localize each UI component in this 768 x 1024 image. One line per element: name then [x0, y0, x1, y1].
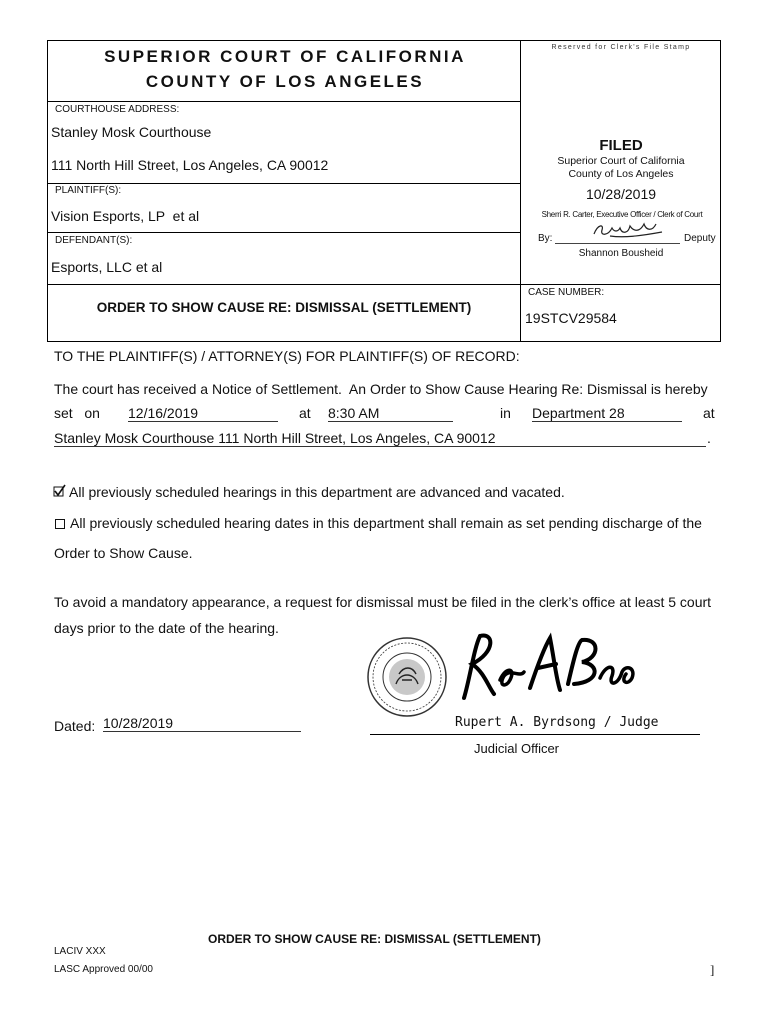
dismissal-instruction-line1: To avoid a mandatory appearance, a request for dismissal must be filed in the clerk’s office at least 5 court [54, 594, 712, 610]
deputy-signature [590, 218, 670, 242]
header-border-left [47, 40, 48, 342]
footer-page-mark: ] [710, 962, 715, 977]
defendant-label: DEFENDANT(S): [55, 235, 133, 246]
stamp-county: County of Los Angeles [568, 168, 674, 180]
stamp-date: 10/28/2019 [585, 186, 657, 202]
hearing-date: 12/16/2019 [128, 405, 278, 422]
option-remain-as-set-line2: Order to Show Cause. [54, 545, 193, 561]
in-label: in [500, 405, 511, 421]
judge-signature-line [370, 734, 700, 735]
divider-below-plaintiff [47, 232, 521, 233]
header-border-top [47, 40, 721, 41]
divider-below-courthouse [47, 183, 521, 184]
department: Department 28 [532, 405, 682, 422]
stamp-court: Superior Court of California [557, 155, 685, 167]
stamp-deputy-name: Shannon Bousheid [578, 248, 664, 259]
order-title: ORDER TO SHOW CAUSE RE: DISMISSAL (SETTLEMENT) [96, 300, 472, 315]
checkmark-icon [53, 484, 67, 497]
at-label-1: at [299, 405, 311, 421]
paragraph-notice: The court has received a Notice of Settlement. An Order to Show Cause Hearing Re: Dismissal is hereby [54, 381, 708, 397]
divider-below-title [47, 101, 521, 102]
checkbox-remain-as-set[interactable] [55, 519, 65, 529]
option-advanced-vacated: All previously scheduled hearings in this department are advanced and vacated. [69, 484, 565, 500]
clerk-stamp-label: Reserved for Clerk's File Stamp [551, 44, 691, 51]
case-number-label: CASE NUMBER: [528, 287, 605, 298]
footer-form-id: LACIV XXX [54, 946, 106, 957]
footer-title: ORDER TO SHOW CAUSE RE: DISMISSAL (SETTLEMENT) [208, 932, 541, 946]
stamp-filed: FILED [599, 137, 643, 154]
stamp-by-underline [555, 243, 680, 244]
court-title-line2: COUNTY OF LOS ANGELES [145, 72, 425, 91]
stamp-clerk-line: Sherri R. Carter, Executive Officer / Clerk of Court [541, 210, 703, 219]
plaintiff-value: Vision Esports, LP et al [51, 208, 200, 224]
case-number-value: 19STCV29584 [525, 310, 617, 326]
set-on-label: set on [54, 405, 100, 421]
hearing-time: 8:30 AM [328, 405, 453, 422]
courthouse-label: COURTHOUSE ADDRESS: [55, 104, 180, 115]
court-seal-icon [366, 636, 448, 718]
stamp-deputy: Deputy [684, 233, 716, 244]
dismissal-instruction-line2: days prior to the date of the hearing. [54, 620, 279, 636]
courthouse-address: 111 North Hill Street, Los Angeles, CA 90012 [51, 157, 329, 173]
defendant-value: Esports, LLC et al [51, 259, 163, 275]
divider-below-defendant [47, 284, 721, 285]
dated-value: 10/28/2019 [103, 715, 301, 732]
header-border-bottom [47, 341, 721, 342]
at-label-2: at [703, 405, 715, 421]
courthouse-name: Stanley Mosk Courthouse [51, 124, 212, 140]
hearing-location: Stanley Mosk Courthouse 111 North Hill Street, Los Angeles, CA 90012 [54, 430, 706, 447]
option-remain-as-set-line1: All previously scheduled hearing dates in this department shall remain as set pending discharge of the [70, 515, 702, 531]
judge-signature [450, 628, 650, 718]
judge-name: Rupert A. Byrdsong / Judge [455, 715, 659, 730]
addressee: TO THE PLAINTIFF(S) / ATTORNEY(S) FOR PLAINTIFF(S) OF RECORD: [54, 348, 520, 364]
location-period: . [707, 430, 711, 446]
checkbox-advanced-vacated[interactable] [54, 486, 65, 497]
judicial-officer-label: Judicial Officer [474, 741, 560, 756]
plaintiff-label: PLAINTIFF(S): [55, 185, 122, 196]
court-title-line1: SUPERIOR COURT OF CALIFORNIA [104, 47, 466, 66]
stamp-by: By: [538, 233, 553, 244]
footer-approved: LASC Approved 00/00 [54, 964, 153, 975]
dated-label: Dated: [54, 718, 96, 734]
